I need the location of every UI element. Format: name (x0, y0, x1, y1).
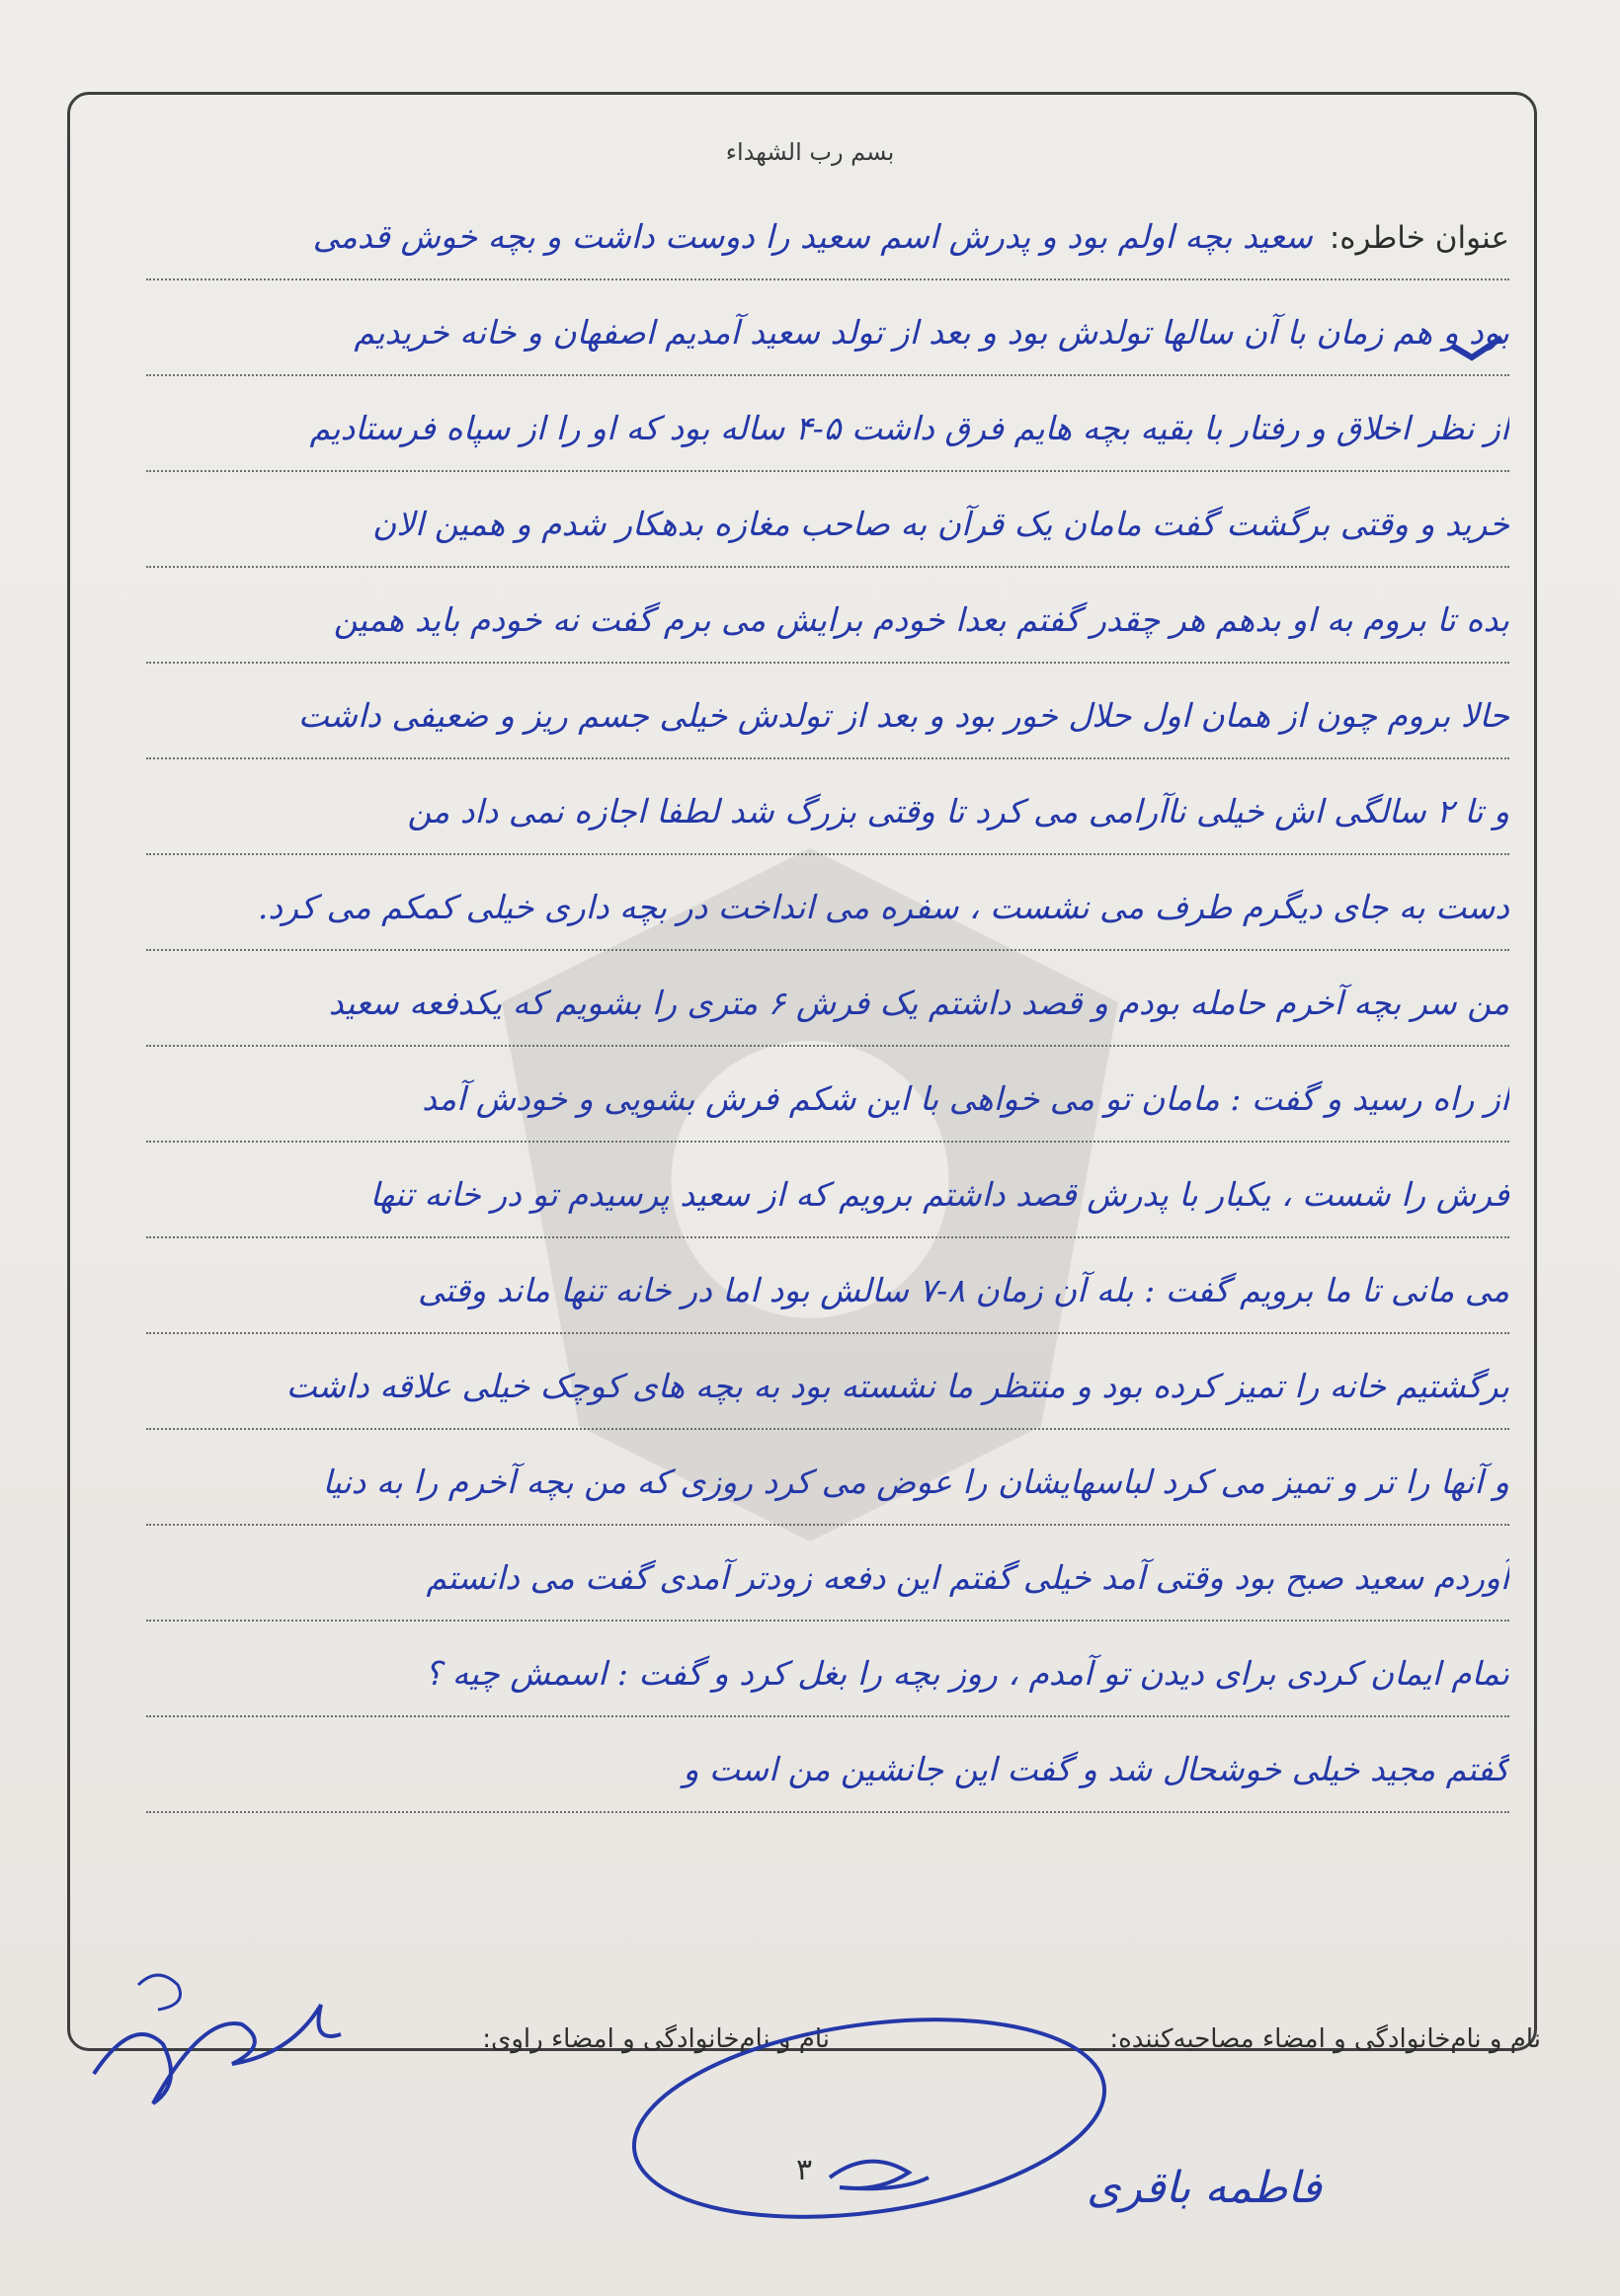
handwritten-text: از نظر اخلاق و رفتار با بقیه بچه هایم فرق داشت ۵-۴ ساله بود که او را از سپاه فرستادیم (309, 409, 1509, 447)
handwritten-text: گفتم مجید خیلی خوشحال شد و گفت این جانشین من است و (683, 1750, 1509, 1788)
handwritten-text: خرید و وقتی برگشت گفت مامان یک قرآن به صاحب مغازه بدهکار شدم و همین الان (371, 505, 1509, 543)
handwritten-text: و تا ۲ سالگی اش خیلی ناآرامی می کرد تا وقتی بزرگ شد لطفا اجازه نمی داد من (407, 792, 1509, 831)
narrator-signature-name: فاطمه باقری (1087, 2163, 1322, 2213)
handwritten-text: بود و هم زمان با آن سالها تولدش بود و بعد از تولد سعید آمدیم اصفهان و خانه خریدیم (354, 313, 1509, 352)
signature-scribble (830, 2162, 929, 2189)
handwritten-text: و آنها را تر و تمیز می کرد لباسهایشان را عوض می کرد روزی که من بچه آخرم را به دنیا (322, 1463, 1509, 1501)
handwritten-text: بده تا بروم به او بدهم هر چقدر گفتم بعدا خودم برایش می برم گفت نه خودم باید همین (333, 600, 1509, 639)
handwritten-text: آوردم سعید صبح بود وقتی آمد خیلی گفتم این دفعه زودتر آمدی گفت می دانستم (426, 1558, 1509, 1597)
left-signature (94, 2005, 341, 2103)
handwritten-text: می مانی تا ما برویم گفت : بله آن زمان ۸-۷ سالش بود اما در خانه تنها ماند وقتی (418, 1271, 1509, 1309)
interviewer-signature-label: نام و نام‌خانوادگی و امضاء مصاحبه‌کننده: (1109, 2024, 1541, 2054)
signature-oval (621, 1993, 1117, 2245)
handwritten-text: تمام ایمان کردی برای دیدن تو آمدم ، روز بچه را بغل کرد و گفت : اسمش چیه ؟ (424, 1654, 1509, 1693)
handwritten-text: فرش را شست ، یکبار با پدرش قصد داشتم برویم که از سعید پرسیدم تو در خانه تنها (369, 1175, 1509, 1214)
handwritten-text: برگشتیم خانه را تمیز کرده بود و منتظر ما نشسته بود به بچه های کوچک خیلی علاقه داشت (285, 1367, 1509, 1405)
check-mark-icon (1452, 338, 1501, 357)
handwritten-text: از راه رسید و گفت : مامان تو می خواهی با این شکم فرش بشویی و خودش آمد (422, 1079, 1509, 1118)
memoir-title-label: عنوان خاطره: (1329, 220, 1509, 256)
handwritten-text: من سر بچه آخرم حامله بودم و قصد داشتم یک فرش ۶ متری را بشویم که یکدفعه سعید (328, 984, 1509, 1022)
handwritten-text: سعید بچه اولم بود و پدرش اسم سعید را دوست داشت و بچه خوش قدمی (312, 217, 1313, 256)
page-header: بسم رب الشهداء (725, 138, 895, 166)
handwritten-text: حالا بروم چون از همان اول حلال خور بود و بعد از تولدش خیلی جسم ریز و ضعیفی داشت (297, 696, 1509, 735)
narrator-signature-label: نام و نام‌خانوادگی و امضاء راوی: (482, 2024, 830, 2054)
page-number: ۳ (796, 2153, 813, 2187)
handwritten-text: دست به جای دیگرم طرف می نشست ، سفره می انداخت در بچه داری خیلی کمکم می کرد. (257, 888, 1509, 926)
